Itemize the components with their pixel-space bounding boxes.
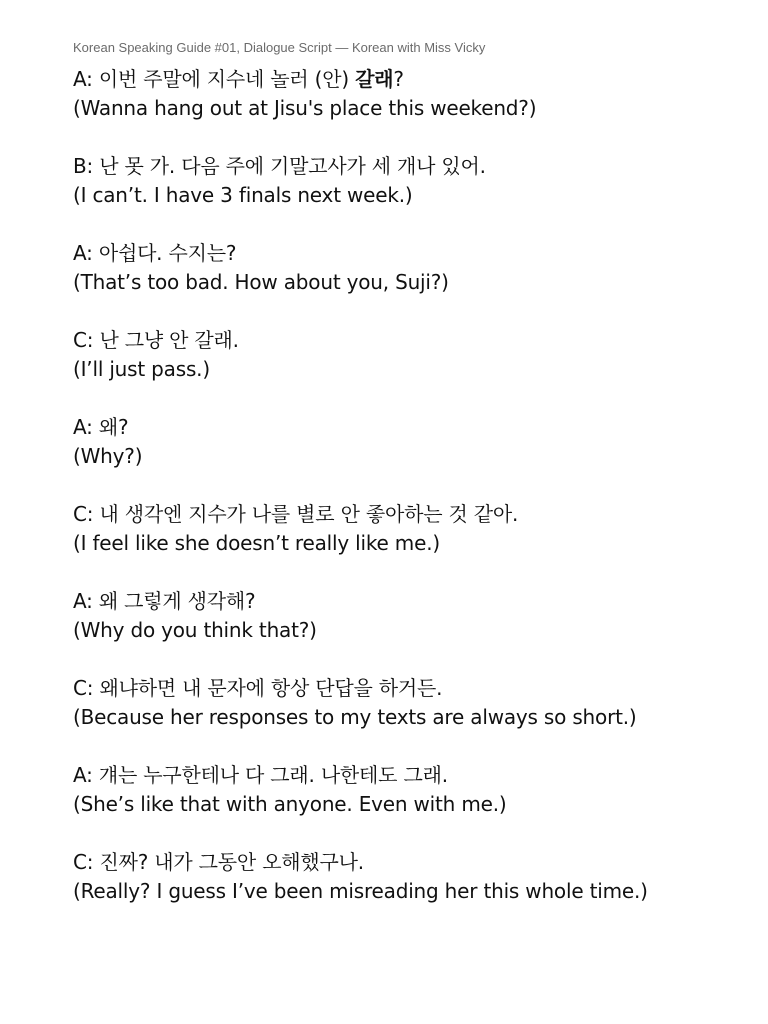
dialogue-turn-5 [73, 413, 753, 471]
english-translation: (Because her responses to my texts are always so short.) [73, 705, 637, 729]
korean-line-punctuation: ? [393, 67, 404, 91]
korean-emphasis: 갈래 [355, 67, 394, 91]
korean-line: A: 왜? [73, 415, 129, 439]
dialogue-turn-4 [73, 326, 753, 384]
english-translation: (Why do you think that?) [73, 618, 317, 642]
korean-line: A: 걔는 누구한테나 다 그래. 나한테도 그래. [73, 763, 448, 787]
dialogue-page [73, 38, 753, 935]
korean-line: C: 난 그냥 안 갈래. [73, 328, 239, 352]
english-translation: (Wanna hang out at Jisu's place this weekend?) [73, 96, 537, 120]
korean-line: A: 왜 그렇게 생각해? [73, 589, 256, 613]
page-header: Korean Speaking Guide #01, Dialogue Script — Korean with Miss Vicky [73, 40, 486, 55]
dialogue-turn-2 [73, 152, 753, 210]
korean-line: C: 왜냐하면 내 문자에 항상 단답을 하거든. [73, 676, 443, 700]
dialogue-turn-7 [73, 587, 753, 645]
korean-line-text: A: 이번 주말에 지수네 놀러 (안) [73, 67, 356, 91]
korean-line: C: 진짜? 내가 그동안 오해했구나. [73, 850, 364, 874]
dialogue-turn-10 [73, 848, 753, 906]
english-translation: (I feel like she doesn’t really like me.) [73, 531, 440, 555]
english-translation: (Really? I guess I’ve been misreading her this whole time.) [73, 879, 648, 903]
dialogue-turn-1 [73, 65, 753, 123]
english-translation: (I’ll just pass.) [73, 357, 210, 381]
dialogue-turn-3 [73, 239, 753, 297]
korean-line: A: 아쉽다. 수지는? [73, 241, 237, 265]
dialogue-turn-9 [73, 761, 753, 819]
english-translation: (I can’t. I have 3 finals next week.) [73, 183, 413, 207]
english-translation: (Why?) [73, 444, 143, 468]
korean-line: B: 난 못 가. 다음 주에 기말고사가 세 개나 있어. [73, 154, 486, 178]
korean-line: C: 내 생각엔 지수가 나를 별로 안 좋아하는 것 같아. [73, 502, 519, 526]
dialogue-turn-8 [73, 674, 753, 732]
english-translation: (She’s like that with anyone. Even with me.) [73, 792, 507, 816]
english-translation: (That’s too bad. How about you, Suji?) [73, 270, 449, 294]
korean-line [73, 65, 753, 94]
dialogue-turn-6 [73, 500, 753, 558]
